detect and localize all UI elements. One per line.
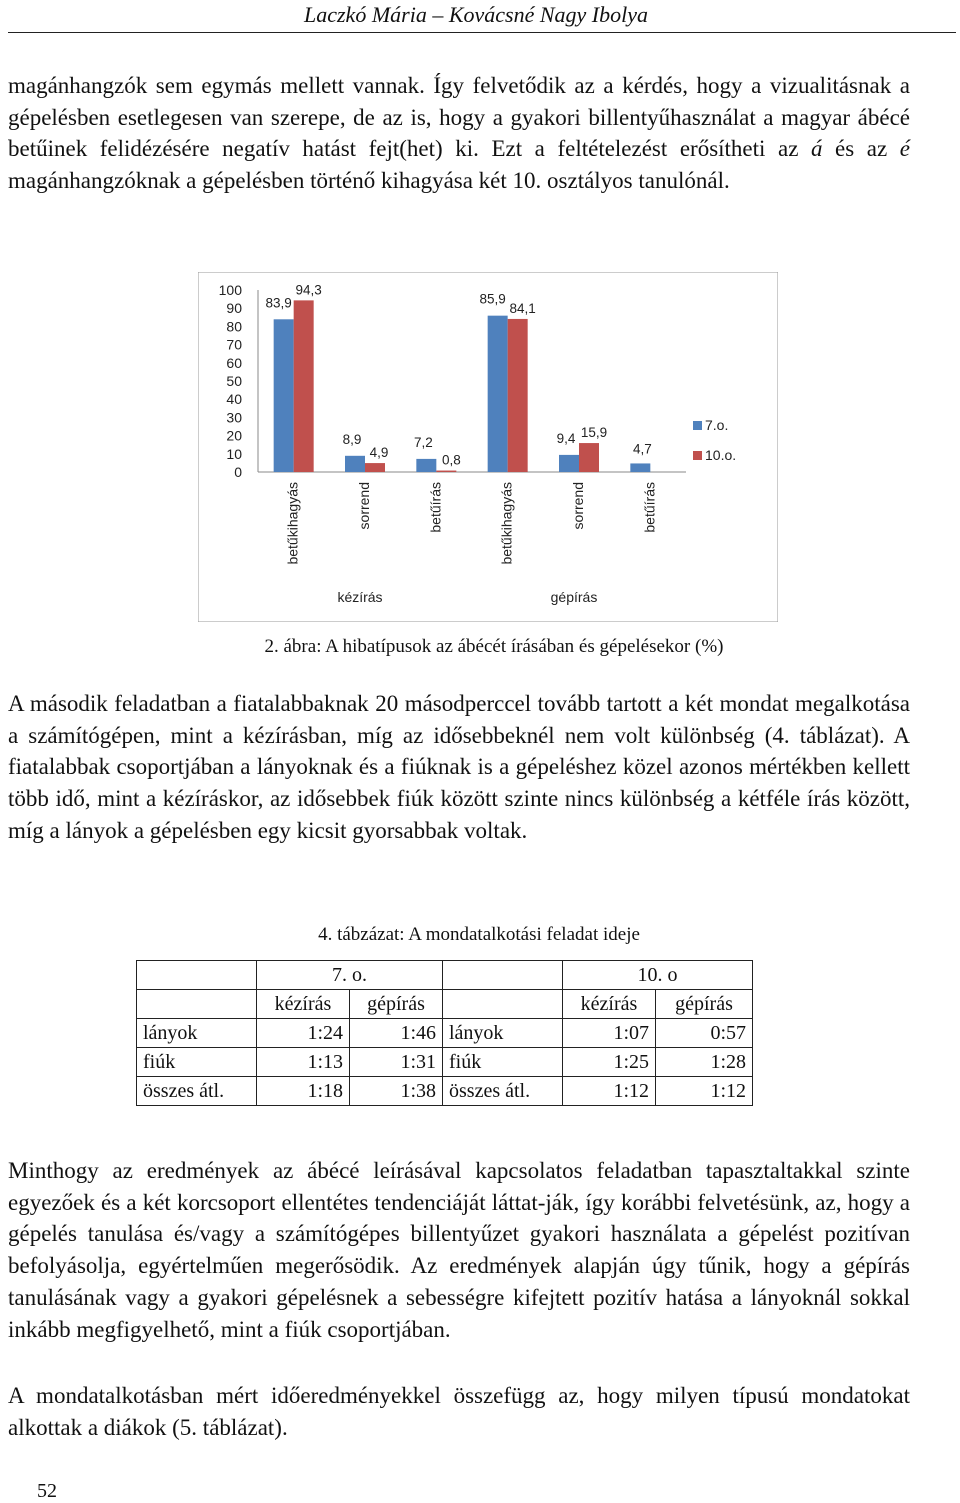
table-blank-cell xyxy=(443,961,563,990)
category-label: sorrend xyxy=(570,482,586,530)
table-cell: 1:25 xyxy=(563,1048,656,1077)
table-corner-cell xyxy=(137,961,257,990)
y-tick-label: 40 xyxy=(226,391,242,408)
group-label: gépírás xyxy=(550,589,598,605)
paragraph-4: A mondatalkotásban mért időeredményekkel összefügg az, hogy milyen típusú mondatokat alkottak a diákok (5. táblázat). xyxy=(8,1383,910,1440)
chart-bar xyxy=(274,319,294,472)
legend-label: 10.o. xyxy=(705,447,737,463)
y-tick-label: 50 xyxy=(226,373,242,389)
data-label: 83,9 xyxy=(265,295,292,311)
table-cell: fiúk xyxy=(137,1048,257,1077)
table-cell: 1:12 xyxy=(656,1077,753,1106)
category-label: betűkihagyás xyxy=(498,482,515,565)
table-wrapper xyxy=(136,960,753,1106)
table-sub-header: gépírás xyxy=(656,990,753,1019)
chart-bar xyxy=(436,471,456,472)
table-row xyxy=(137,1048,753,1077)
table-cell: lányok xyxy=(443,1019,563,1048)
chart-bar xyxy=(294,300,314,472)
paragraph-2: A második feladatban a fiatalabbaknak 20 másodperccel tovább tartott a két mondat megalkotása a számítógépen, mint a kézírásban, míg az idősebbeknél nem volt különbség (4. táblázat). A fiatalabbak csoportjában a lányoknak és a fiúknak is a gépeléshez közel azonos mértékben kellett több idő, mint a kézíráskor, az idősebbek fiúk között szinte nincs különbség a kétféle írás között, míg a lányok a gépelésben egy kicsit gyorsabbak voltak. xyxy=(8,691,910,843)
paragraph-1-part3: magánhangzóknak a gépelésben történő kihagyása két 10. osztályos tanulónál. xyxy=(8,168,730,194)
error-types-chart xyxy=(198,272,778,622)
chart-bar xyxy=(579,443,599,472)
paragraph-1-part2: és az xyxy=(822,136,900,162)
group-label: kézírás xyxy=(337,589,383,605)
table-cell: 1:07 xyxy=(563,1019,656,1048)
data-label: 84,1 xyxy=(509,300,536,316)
category-label: betűírás xyxy=(641,482,658,533)
table-cell: 1:12 xyxy=(563,1077,656,1106)
data-label: 94,3 xyxy=(295,282,322,298)
table-cell: 1:38 xyxy=(350,1077,443,1106)
chart-bar xyxy=(488,316,508,472)
table-cell: 1:13 xyxy=(257,1048,350,1077)
data-label: 15,9 xyxy=(580,425,608,441)
table-cell: 0:57 xyxy=(656,1019,753,1048)
table-corner-cell xyxy=(137,990,257,1019)
y-tick-label: 100 xyxy=(218,282,242,298)
table-cell: 1:24 xyxy=(257,1019,350,1048)
table-cell: 1:28 xyxy=(656,1048,753,1077)
paragraph-3: Minthogy az eredmények az ábécé leírásával kapcsolatos feladatban tapasztaltakkal szinte egyezőek és a két korcsoport ellentétes tendenciáját láttat-ják, így korábbi felvetésünk, az, hogy a gépelés tanulása és/vagy a számítógépes billentyűzet gyakori használata a gépelést pozitívan befolyásolja, egyértelműen megerősödik. Az eredmények alapján úgy tűnik, hogy a gépírás tanulásának vagy a gyakori gépelésnek a sebességre kifejtett pozitív hatása a lányoknál sokkal inkább megfigyelhető, mint a fiúk csoportjában. xyxy=(8,1158,910,1342)
y-tick-label: 80 xyxy=(226,318,242,335)
page-number: 52 xyxy=(37,1480,57,1502)
table-cell: lányok xyxy=(137,1019,257,1048)
data-label: 4,9 xyxy=(369,445,389,461)
table-cell: 1:31 xyxy=(350,1048,443,1077)
legend-label: 7.o. xyxy=(705,417,729,433)
category-label: betűkihagyás xyxy=(284,482,301,565)
table-caption: 4. tábzázat: A mondatalkotási feladat ideje xyxy=(318,924,640,945)
y-tick-label: 0 xyxy=(234,464,242,480)
table-cell: összes átl. xyxy=(137,1077,257,1106)
y-tick-label: 90 xyxy=(226,300,242,317)
data-label: 4,7 xyxy=(632,441,652,457)
letter-e: é xyxy=(899,136,910,162)
data-label: 8,9 xyxy=(342,431,362,447)
header-authors: Laczkó Mária – Kovácsné Nagy Ibolya xyxy=(304,2,648,27)
category-label: betűírás xyxy=(427,482,444,533)
category-label: sorrend xyxy=(356,482,372,530)
data-table xyxy=(136,960,753,1106)
chart-bar xyxy=(630,463,650,472)
table-sub-header: kézírás xyxy=(257,990,350,1019)
table-sub-header: kézírás xyxy=(563,990,656,1019)
table-group-header-row xyxy=(137,961,753,990)
table-cell: 1:18 xyxy=(257,1077,350,1106)
chart-bar xyxy=(559,455,579,472)
y-tick-label: 70 xyxy=(226,336,242,353)
header-rule xyxy=(8,32,956,33)
table-sub-header-row xyxy=(137,990,753,1019)
table-cell: fiúk xyxy=(443,1048,563,1077)
y-tick-label: 30 xyxy=(226,409,242,426)
table-row xyxy=(137,1019,753,1048)
data-label: 0,8 xyxy=(441,452,461,468)
data-label: 85,9 xyxy=(479,291,506,307)
table-group-header: 7. o. xyxy=(257,961,443,990)
chart-bar xyxy=(416,459,436,472)
chart-bar xyxy=(345,456,365,472)
legend-swatch xyxy=(693,451,702,460)
data-label: 9,4 xyxy=(556,430,576,446)
y-tick-label: 20 xyxy=(226,427,242,444)
table-sub-header: gépírás xyxy=(350,990,443,1019)
y-tick-label: 10 xyxy=(226,445,242,462)
legend-swatch xyxy=(693,421,702,430)
table-row xyxy=(137,1077,753,1106)
y-tick-label: 60 xyxy=(226,354,242,371)
chart-bar xyxy=(508,319,528,472)
table-cell: 1:46 xyxy=(350,1019,443,1048)
paragraph-1-part1: magánhangzók sem egymás mellett vannak. Így felvetődik az a kérdés, hogy a vizualitásnak a gépelésben esetlegesen van szerepe, de az is, hogy a gyakori billentyűhasználat a magyar ábécé betűinek felidézésére negatív hatást fejt(het) ki. Ezt a feltételezést erősítheti az xyxy=(8,73,910,162)
table-blank-cell xyxy=(443,990,563,1019)
table-group-header: 10. o xyxy=(563,961,753,990)
table-cell: összes átl. xyxy=(443,1077,563,1106)
figure-caption: 2. ábra: A hibatípusok az ábécét írásában és gépelésekor (%) xyxy=(264,636,724,657)
paragraph-1 xyxy=(8,70,910,197)
data-label: 7,2 xyxy=(413,434,433,450)
chart-bar xyxy=(365,463,385,472)
running-header xyxy=(0,0,960,30)
letter-a: á xyxy=(810,136,823,162)
